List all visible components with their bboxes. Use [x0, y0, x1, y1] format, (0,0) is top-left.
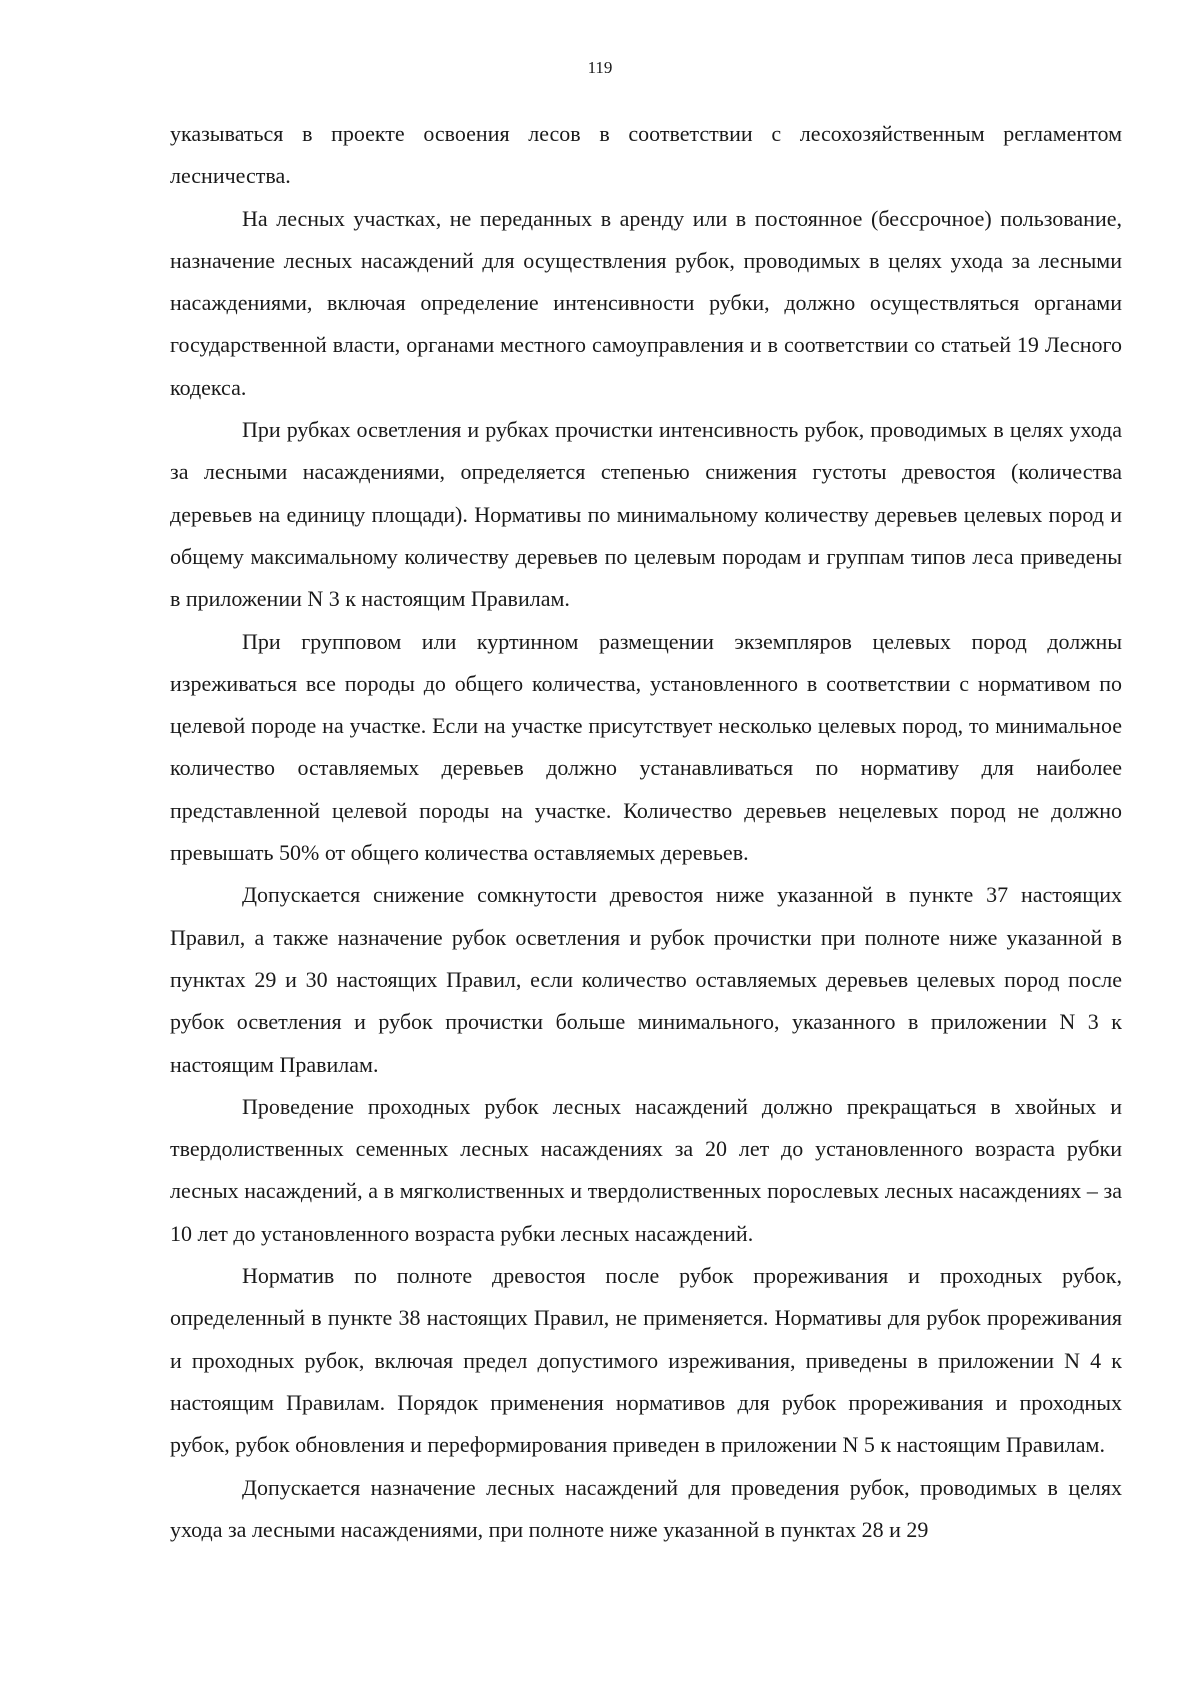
paragraph-7: Норматив по полноте древостоя после рубок прореживания и проходных рубок, определенный в пункте 38 настоящих Правил, не применяется. Нормативы для рубок прореживания и проходных рубок, включая предел допустимого изреживания, приведены в приложении N 4 к настоящим Правилам. Порядок применения нормативов для рубок прореживания и проходных рубок, рубок обновления и переформирования приведен в приложении N 5 к настоящим Правилам.	[170, 1263, 1122, 1458]
paragraph-5: Допускается снижение сомкнутости древостоя ниже указанной в пункте 37 настоящих Правил, а также назначение рубок осветления и рубок прочистки при полноте ниже указанной в пунктах 29 и 30 настоящих Правил, если количество оставляемых деревьев целевых пород после рубок осветления и рубок прочистки больше минимального, указанного в приложении N 3 к настоящим Правилам.	[170, 882, 1122, 1077]
document-body	[170, 113, 1122, 1551]
page-number: 119	[587, 58, 613, 77]
paragraph-8: Допускается назначение лесных насаждений для проведения рубок, проводимых в целях ухода за лесными насаждениями, при полноте ниже указанной в пунктах 28 и 29	[170, 1474, 1122, 1542]
paragraph-6: Проведение проходных рубок лесных насаждений должно прекращаться в хвойных и твердолиственных семенных лесных насаждениях за 20 лет до установленного возраста рубки лесных насаждений, а в мягколиственных и твердолиственных порослевых лесных насаждениях – за 10 лет до установленного возраста рубки лесных насаждений.	[170, 1093, 1122, 1246]
paragraph-3: При рубках осветления и рубках прочистки интенсивность рубок, проводимых в целях ухода за лесными насаждениями, определяется степенью снижения густоты древостоя (количества деревьев на единицу площади). Нормативы по минимальному количеству деревьев целевых пород и общему максимальному количеству деревьев по целевым породам и группам типов леса приведены в приложении N 3 к настоящим Правилам.	[170, 417, 1122, 612]
paragraph-1: указываться в проекте освоения лесов в соответствии с лесохозяйственным регламентом лесничества.	[170, 121, 1122, 189]
paragraph-4: При групповом или куртинном размещении экземпляров целевых пород должны изреживаться все породы до общего количества, установленного в соответствии с нормативом по целевой породе на участке. Если на участке присутствует несколько целевых пород, то минимальное количество оставляемых деревьев должно устанавливаться по нормативу для наиболее представленной целевой породы на участке. Количество деревьев нецелевых пород не должно превышать 50% от общего количества оставляемых деревьев.	[170, 628, 1122, 866]
paragraph-2: На лесных участках, не переданных в аренду или в постоянное (бессрочное) пользование, назначение лесных насаждений для осуществления рубок, проводимых в целях ухода за лесными насаждениями, включая определение интенсивности рубки, должно осуществляться органами государственной власти, органами местного самоуправления и в соответствии со статьей 19 Лесного кодекса.	[170, 205, 1122, 400]
